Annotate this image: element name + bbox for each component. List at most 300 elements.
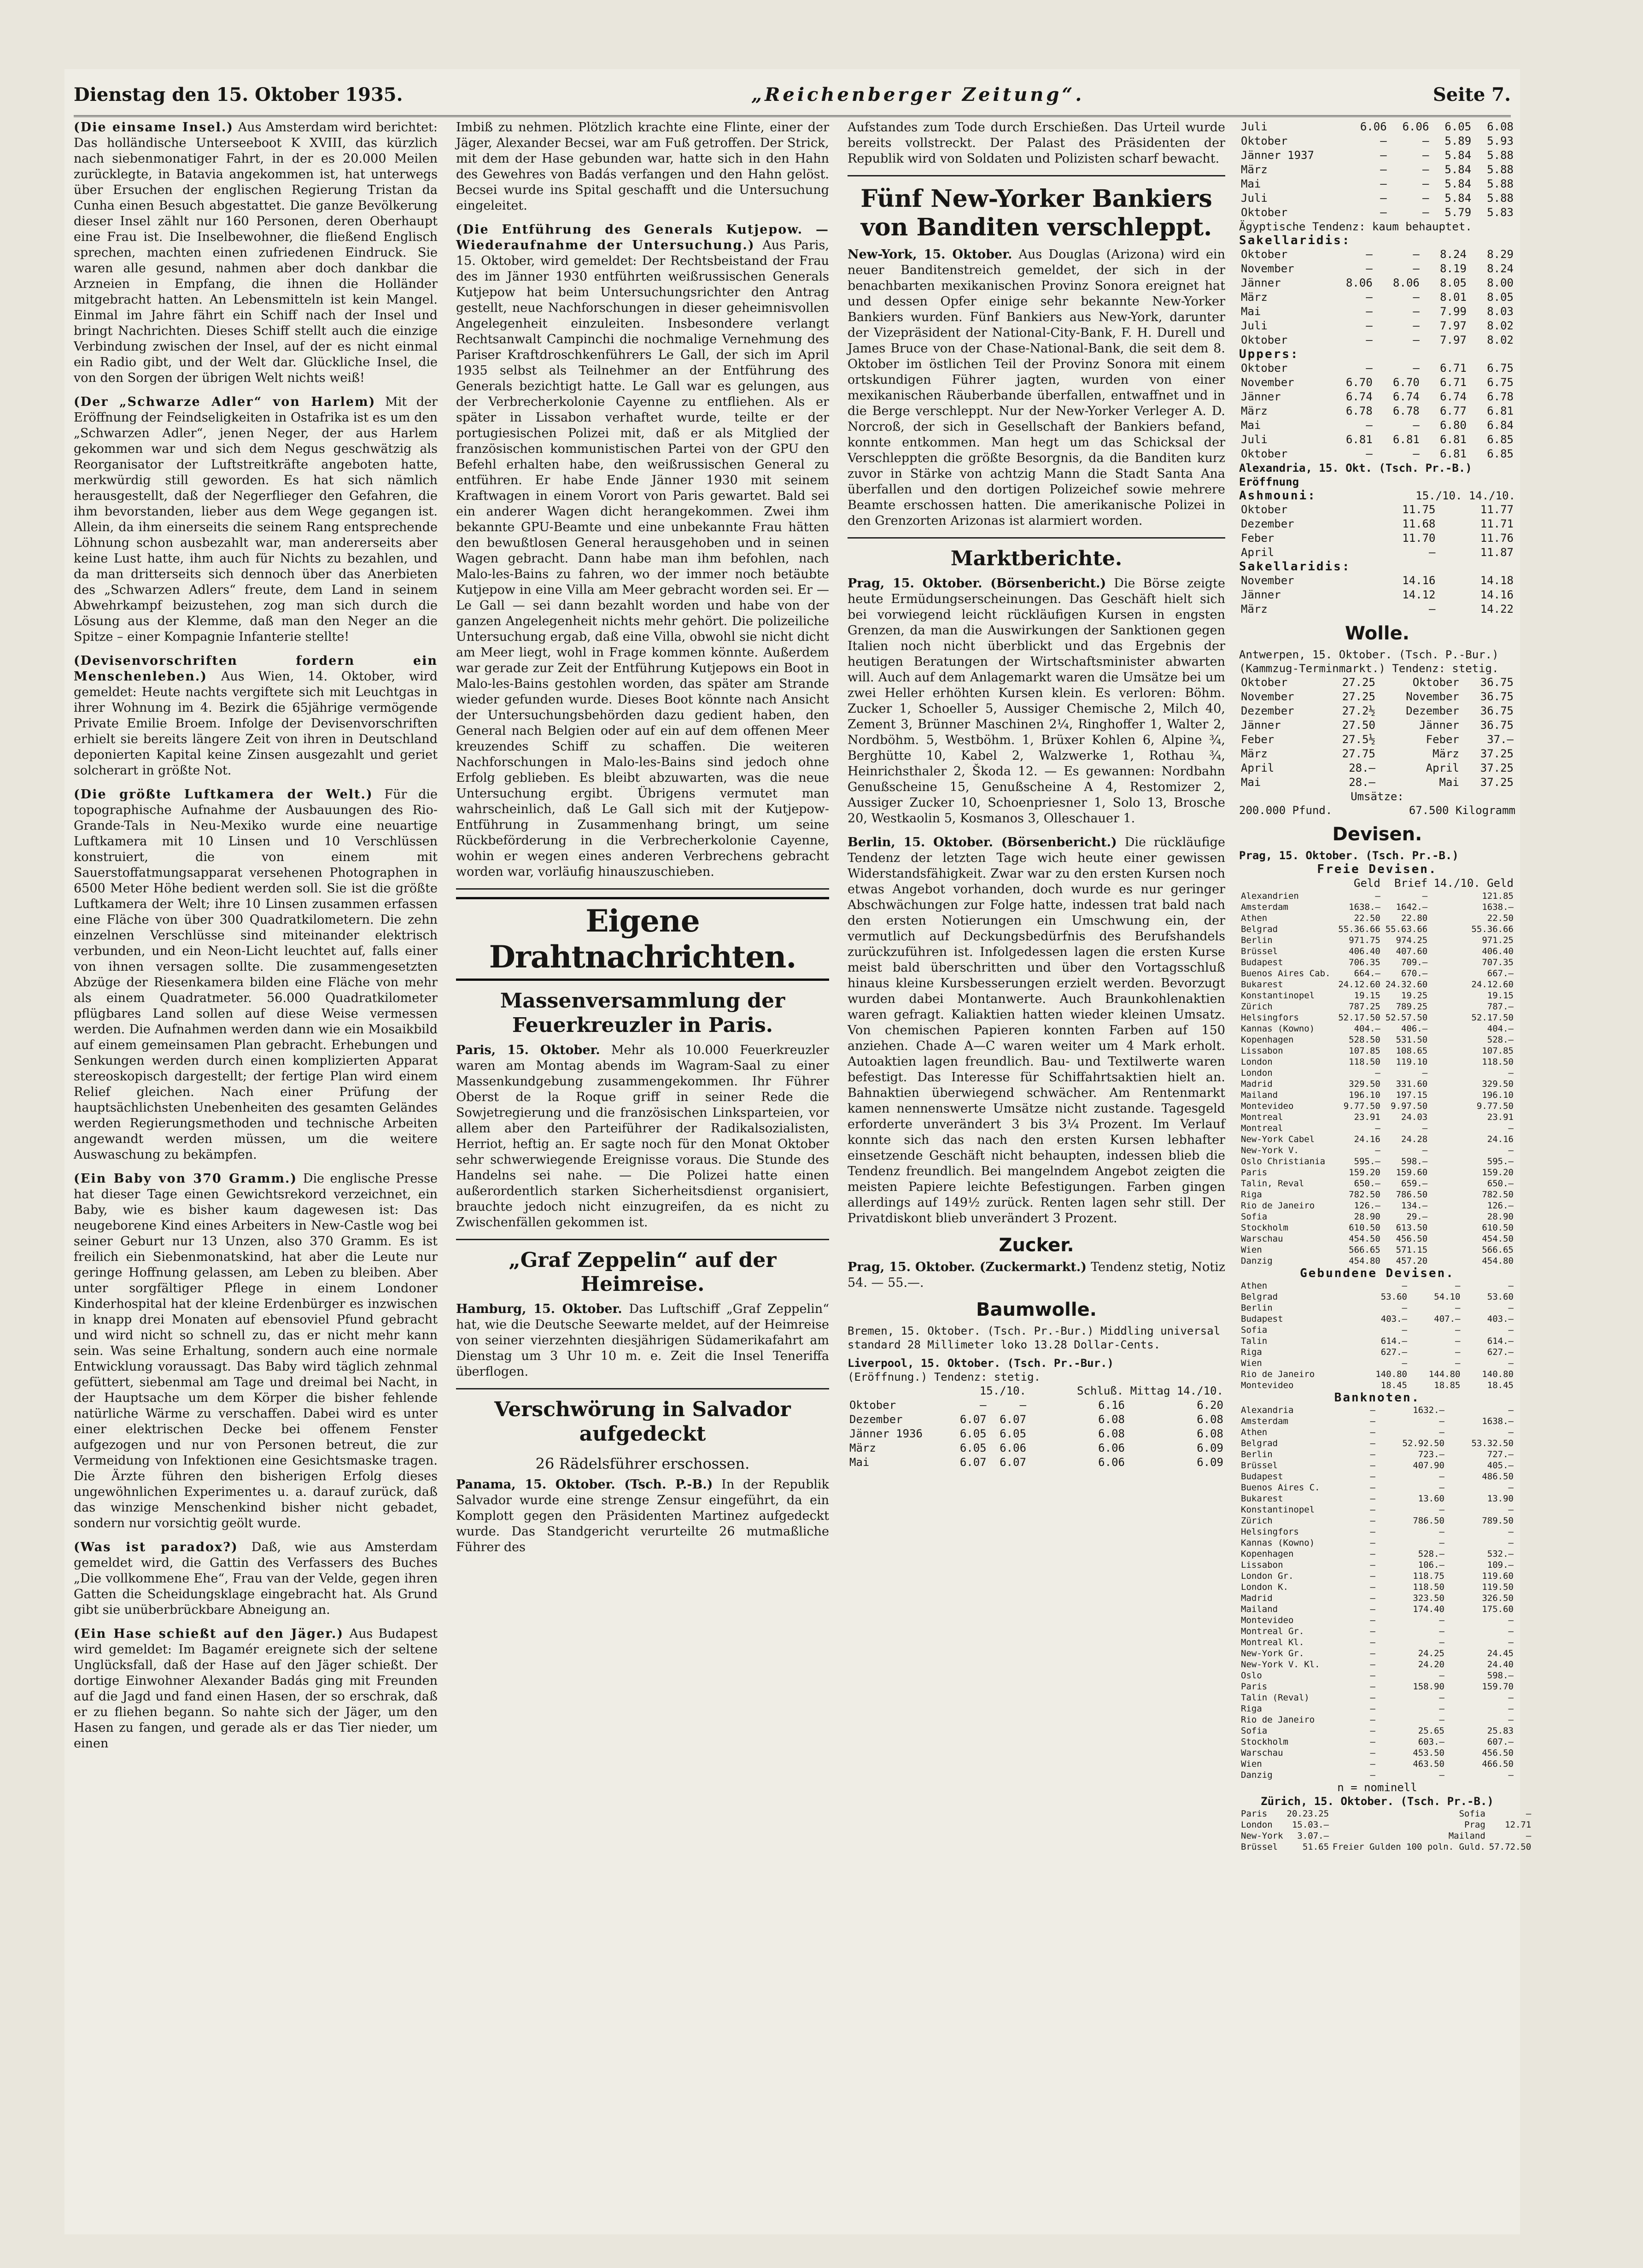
table-cell: —: [1439, 1471, 1444, 1482]
table-cell: März: [1241, 163, 1268, 176]
table-cell: Wien: [1241, 1358, 1262, 1368]
table-cell: Kopenhagen: [1241, 1549, 1294, 1559]
table-cell: 9.97.50: [1391, 1101, 1428, 1111]
table-cell: 8.19: [1440, 262, 1467, 275]
ashmouni-table: [1239, 503, 1515, 560]
table-row: [1239, 1233, 1515, 1244]
table-cell: 667.—: [1487, 968, 1514, 979]
table-cell: New-York V.: [1241, 1145, 1299, 1155]
table-cell: Brüssel: [1241, 1842, 1278, 1852]
table-row: [1239, 503, 1515, 517]
table-cell: Oslo: [1241, 1670, 1262, 1681]
table-row: [1239, 747, 1515, 761]
table-cell: Mai: [1241, 305, 1261, 318]
table-cell: —: [1422, 1145, 1428, 1155]
table-cell: Budapest: [1241, 1314, 1283, 1324]
table-cell: 6.06: [1360, 120, 1387, 133]
table-cell: —: [1375, 1123, 1380, 1133]
table-cell: Jänner: [1241, 719, 1281, 732]
table-cell: —: [1439, 1704, 1444, 1714]
table-row: [1239, 1515, 1515, 1526]
table-cell: Zürich: [1241, 1516, 1273, 1526]
table-row: [848, 1412, 1225, 1427]
table-cell: 6.84: [1487, 419, 1514, 432]
table-cell: März: [1241, 603, 1268, 615]
table-cell: 5.88: [1487, 192, 1514, 205]
header-date: Dienstag den 15. Oktober 1935.: [74, 83, 403, 105]
table-cell: 121.85: [1482, 891, 1514, 901]
table-cell: 6.75: [1487, 362, 1514, 375]
table-cell: 6.74: [1440, 390, 1467, 403]
table-row: [1239, 1156, 1515, 1167]
table-cell: —: [1370, 1460, 1375, 1471]
table-cell: 118.50: [1349, 1057, 1380, 1067]
table-cell: —: [1508, 1715, 1514, 1725]
table-row: [1239, 545, 1515, 560]
table-cell: —: [1366, 362, 1373, 375]
table-row: [1239, 946, 1515, 957]
table-cell: Dezember: [1241, 704, 1294, 717]
table-cell: Oktober: [1241, 334, 1288, 346]
table-cell: —: [1413, 334, 1420, 346]
table-cell: —: [1508, 1405, 1514, 1415]
table-cell: —: [1413, 262, 1420, 275]
sakellaridis-heading: Sakellaridis:: [1239, 234, 1351, 247]
table-cell: Mai: [1241, 776, 1261, 789]
table-cell: 6.05: [959, 1427, 987, 1440]
table-cell: —: [1455, 1347, 1461, 1357]
table-cell: 463.50: [1413, 1759, 1444, 1769]
table-cell: 23.91: [1487, 1112, 1514, 1122]
table-row: [848, 1427, 1225, 1441]
table-cell: —: [1455, 1336, 1461, 1346]
table-cell: Warschau: [1241, 1748, 1283, 1758]
table-cell: 19.25: [1401, 990, 1428, 1001]
table-cell: Montevideo: [1241, 1101, 1294, 1111]
table-row: [1239, 205, 1515, 220]
table-cell: 5.84: [1444, 177, 1472, 190]
table-cell: 531.50: [1396, 1035, 1428, 1045]
table-row: [1239, 1548, 1515, 1559]
table-row: [1239, 1380, 1515, 1391]
table-row: [1239, 990, 1515, 1001]
bound-devisen-table: [1239, 1280, 1515, 1391]
table-cell: 118.50: [1482, 1057, 1514, 1067]
table-row: [1239, 775, 1515, 790]
table-cell: 6.71: [1440, 362, 1467, 375]
table-cell: 787.25: [1349, 1002, 1380, 1012]
cotton-rows: [848, 1398, 1225, 1470]
table-cell: 6.05: [1444, 120, 1472, 133]
table-cell: 456.50: [1482, 1748, 1514, 1758]
table-cell: New-York Cabel: [1241, 1134, 1315, 1144]
table-cell: 5.89: [1444, 135, 1472, 147]
table-cell: 27.50: [1342, 719, 1375, 732]
table-row: [1239, 1648, 1515, 1659]
table-cell: Madrid: [1241, 1593, 1273, 1603]
table-cell: 28.—: [1349, 762, 1375, 774]
table-row: [1239, 1167, 1515, 1178]
table-row: [1239, 1313, 1515, 1324]
table-cell: 486.50: [1482, 1471, 1514, 1482]
table-cell: Danzig: [1241, 1770, 1273, 1780]
table-cell: 8.00: [1487, 276, 1514, 289]
table-cell: 607.—: [1487, 1737, 1514, 1747]
table-row: [1239, 718, 1515, 733]
table-cell: 5.84: [1444, 163, 1472, 176]
table-cell: —: [1402, 1358, 1407, 1368]
table-row: [1239, 602, 1515, 616]
table-cell: —: [1370, 1449, 1375, 1459]
table-cell: 18.45: [1380, 1380, 1407, 1390]
table-cell: Sofia: [1241, 1726, 1268, 1736]
table-cell: 28.90: [1354, 1212, 1380, 1222]
table-cell: 6.09: [1197, 1455, 1223, 1469]
table-cell: —: [1455, 1325, 1461, 1335]
cotton-liverpool-sub: (Eröffnung.) Tendenz: stetig.: [848, 1370, 1041, 1383]
sakellaridis-table: [1239, 247, 1515, 347]
table-cell: 650.—: [1354, 1178, 1380, 1189]
table-cell: 789.50: [1482, 1516, 1514, 1526]
table-cell: Lissabon: [1241, 1560, 1283, 1570]
article: New-York, 15. Oktober. Aus Douglas (Arizona) wird ein neuer Banditenstreich gemeldet, der sich in der benachbarten mexikanischen Provinz Sonora ereignet hat und dessen Opfer einige sehr bekannte New-Yorker Bankiers wurden. Fünf Bankiers aus New-York, darunter der Vizepräsident der National-City-Bank, F. H. Durell und James Bruce von der Chase-National-Bank, die seit dem 8. Oktober im östlichen Teil der Provinz Sonora mit einem ortskundigen Führer jagten, wurden von einer mexikanischen Räuberbande überfallen, entwaffnet und in die Berge verschleppt. Nur der New-Yorker Verleger A. D. Norcroß, der sich in Gesellschaft der Bankiers befand, konnte entkommen. Man hegt um das Schicksal der Verschleppten die größte Besorgnis, da die Banditen kurz zuvor in Stärke von achtzig Mann die Stadt Santa Ana überfallen und den dortigen Polizeichef sowie mehrere Beamte erschossen hatten. Die amerikanische Polizei in den Grenzorten Arizonas ist alarmiert worden.: [848, 247, 1225, 528]
table-row: [1239, 375, 1515, 390]
table-cell: Oktober: [849, 1398, 896, 1412]
table-cell: —: [1370, 1637, 1375, 1647]
table-cell: 532.—: [1487, 1549, 1514, 1559]
table-cell: 53.32.50: [1471, 1438, 1514, 1448]
table-cell: 406.40: [1482, 946, 1514, 956]
table-cell: 1638.—: [1349, 902, 1380, 912]
table-cell: —: [1439, 1670, 1444, 1681]
table-cell: 659.—: [1401, 1178, 1428, 1189]
table-row: [1239, 1255, 1515, 1266]
egypt-tendency: Ägyptische Tendenz: kaum behauptet.: [1239, 220, 1472, 233]
table-cell: —: [1429, 546, 1436, 559]
banknotes-table: [1239, 1405, 1515, 1781]
table-cell: 36.75: [1480, 676, 1514, 689]
table-cell: 598.—: [1487, 1670, 1514, 1681]
table-cell: 627.—: [1487, 1347, 1514, 1357]
table-cell: 6.06: [1402, 120, 1429, 133]
table-cell: Alexandrien: [1241, 891, 1299, 901]
table-row: [1239, 1358, 1515, 1369]
table-cell: —: [1370, 1471, 1375, 1482]
table-cell: —: [1380, 177, 1387, 190]
table-cell: Danzig: [1241, 1256, 1273, 1266]
table-row: [1239, 1593, 1515, 1604]
table-cell: 24.20: [1418, 1659, 1444, 1670]
table-cell: 6.08: [1487, 120, 1514, 133]
zurich-head: Zürich, 15. Oktober. (Tsch. Pr.-B.): [1261, 1795, 1494, 1808]
table-cell: 8.06: [1345, 276, 1373, 289]
table-cell: 55.63.66: [1385, 924, 1428, 934]
ashmouni-heading: Ashmouni:: [1239, 489, 1316, 503]
table-cell: 614.—: [1487, 1336, 1514, 1346]
table-cell: Jänner 1936: [849, 1427, 923, 1440]
table-cell: Riga: [1241, 1190, 1262, 1200]
table-row: [1239, 891, 1515, 902]
table-cell: Juli: [1241, 120, 1268, 133]
table-cell: 27.5½: [1342, 733, 1375, 746]
headline: Verschwörung in Salvador aufgedeckt: [494, 1398, 791, 1446]
table-row: [1239, 1416, 1515, 1427]
wool-turnover-label: Umsätze:: [1351, 790, 1404, 803]
article: Hamburg, 15. Oktober. Das Luftschiff „Graf Zeppelin“ hat, wie die Deutsche Seewarte meldet, auf der Heimreise von seiner vierzehnten diesjährigen Südamerikafahrt am Dienstag um 3 Uhr 10 m. e. Zeit die Insel Teneriffa überflogen.: [456, 1302, 829, 1379]
table-cell: Talin, Reval: [1241, 1178, 1304, 1189]
table-cell: Belgrad: [1241, 924, 1278, 934]
table-row: [1239, 361, 1515, 375]
table-cell: 6.08: [1098, 1427, 1125, 1440]
table-cell: 8.05: [1487, 291, 1514, 304]
table-cell: —: [1422, 1123, 1428, 1133]
table-cell: 406.—: [1401, 1024, 1428, 1034]
table-cell: 566.65: [1482, 1245, 1514, 1255]
table-cell: 782.50: [1482, 1190, 1514, 1200]
table-cell: 6.07: [1000, 1455, 1027, 1469]
market-report: Prag, 15. Oktober. (Börsenbericht.) Die Börse zeigte heute Ermüdungserscheinungen. Das Geschäft hielt sich bei vorwiegend leicht rückläufigen Kursen in engsten Grenzen, da man die Auswirkungen der Sanktionen gegen Italien noch nicht überblickt und das Ergebnis der heutigen Beratungen der Wirtschaftsminister abwarten will. Auch auf dem Anlagemarkt waren die Umsätze bei um zwei Heller erhöhten Kursen klein. Es verloren: Böhm. Zucker 1, Schoeller 5, Aussiger Chemische 2, Milch 40, Zement 3, Brünner Maschinen 2¼, Ringhoffer 1, Walter 2, Nordböhm. 5, Westböhm. 1, Brüxer Kohlen 6, Alpine ¾, Berghütte 10, Kabel 2, Walzwerke 1, Rothau ¾, Heinrichsthaler 2, Škoda 12. — Es gewannen: Nordbahn Genußscheine 15, Genußscheine A 4, Restomizer 2, Aussiger Zucker 10, Schoenpriesner 1, Solo 13, Brosche 20, Westkaolin 5, Kosmanos 3, Olleschauer 1.: [848, 576, 1226, 826]
table-cell: Berlin: [1241, 1449, 1273, 1459]
table-row: [1239, 163, 1515, 177]
table-cell: 6.75: [1487, 376, 1514, 389]
table-cell: 786.50: [1413, 1516, 1444, 1526]
table-row: [1239, 588, 1515, 602]
table-row: [1239, 1571, 1515, 1582]
table-cell: Berlin: [1241, 935, 1273, 945]
table-cell: Feber: [1241, 733, 1275, 746]
table-cell: 36.75: [1480, 690, 1514, 703]
table-cell: 8.05: [1440, 276, 1467, 289]
table-cell: November: [1406, 690, 1459, 703]
table-cell: 52.17.50: [1338, 1013, 1380, 1023]
table-cell: 331.60: [1396, 1079, 1428, 1089]
table-row: [1239, 177, 1515, 191]
table-cell: Jänner: [1419, 719, 1459, 732]
table-cell: 1638.—: [1482, 1416, 1514, 1426]
table-row: [1239, 517, 1515, 531]
table-cell: 24.25: [1418, 1648, 1444, 1659]
table-row: [1239, 1244, 1515, 1255]
table-cell: London: [1241, 1068, 1273, 1078]
table-row: [1239, 1280, 1515, 1291]
article: (Devisenvorschriften fordern ein Menschenleben.) Aus Wien, 14. Oktober, wird gemeldet: Heute nachts vergiftete sich mit Leuchtgas in ihrer Wohnung im 4. Bezirk die 65jährige vermögende Private Emilie Broem. Infolge der Devisenvorschriften erhielt sie bereits längere Zeit von ihren in Deutschland deponierten Kapital keine Zinsen ausgezahlt und geriet solcherart in größte Not.: [74, 654, 438, 778]
table-row: [1239, 433, 1515, 447]
table-cell: 11.75: [1402, 503, 1436, 516]
table-cell: 8.03: [1487, 305, 1514, 318]
table-cell: 326.50: [1482, 1593, 1514, 1603]
table-cell: 329.50: [1349, 1079, 1380, 1089]
table-cell: Athen: [1241, 1427, 1268, 1437]
table-cell: —: [1508, 1770, 1514, 1780]
headline: Fünf New-Yorker Bankiers von Banditen verschleppt.: [860, 185, 1212, 242]
table-cell: 407.90: [1413, 1460, 1444, 1471]
table-cell: 6.78: [1487, 390, 1514, 403]
table-cell: 140.80: [1482, 1369, 1514, 1379]
table-cell: Montreal: [1241, 1112, 1283, 1122]
table-cell: 1642.—: [1396, 902, 1428, 912]
table-cell: —: [1508, 1615, 1514, 1625]
table-row: [1239, 1023, 1515, 1034]
table-cell: —: [1402, 1325, 1407, 1335]
table-cell: 454.80: [1349, 1256, 1380, 1266]
table-cell: Helsingfors: [1241, 1013, 1299, 1023]
table-cell: November: [1241, 262, 1294, 275]
table-cell: 8.29: [1487, 248, 1514, 261]
table-cell: 6.70: [1345, 376, 1373, 389]
table-cell: Mailand: [1241, 1604, 1278, 1614]
table-cell: Oktober: [1241, 206, 1288, 219]
table-cell: Paris: [1241, 1809, 1268, 1819]
table-cell: 6.05: [959, 1441, 987, 1454]
table-row: [1239, 1670, 1515, 1681]
table-cell: —: [1380, 135, 1387, 147]
table-cell: 406.40: [1349, 946, 1380, 956]
table-cell: Prag: [1464, 1820, 1485, 1830]
table-row: [1239, 1604, 1515, 1615]
table-cell: —: [1366, 262, 1373, 275]
table-cell: —: [1508, 1637, 1514, 1647]
table-cell: —: [1370, 1604, 1375, 1614]
table-cell: —: [1370, 1770, 1375, 1780]
table-row: [1239, 1078, 1515, 1090]
column-4: [1239, 120, 1532, 2221]
table-cell: 6.07: [959, 1412, 987, 1426]
table-cell: —: [1455, 1358, 1461, 1368]
table-row: [1239, 1692, 1515, 1703]
table-row: [1239, 902, 1515, 913]
table-row: [1239, 979, 1515, 990]
table-cell: 24.12.60: [1338, 979, 1380, 990]
table-row: [1239, 1482, 1515, 1493]
cotton-continuation-table: [1239, 120, 1515, 220]
table-row: [1239, 1841, 1533, 1852]
table-header-row: Geld Brief 14./10. Geld: [1354, 877, 1514, 890]
table-cell: 14.12: [1402, 588, 1436, 601]
table-cell: 27.2½: [1342, 704, 1375, 717]
table-cell: 404.—: [1354, 1024, 1380, 1034]
table-cell: 454.50: [1349, 1234, 1380, 1244]
table-cell: 52.57.50: [1385, 1013, 1428, 1023]
table-cell: —: [1380, 163, 1387, 176]
table-cell: 119.10: [1396, 1057, 1428, 1067]
table-cell: Jänner: [1241, 588, 1281, 601]
table-cell: Jänner: [1241, 390, 1281, 403]
table-cell: 6.08: [1197, 1412, 1223, 1426]
table-row: [1239, 305, 1515, 319]
table-row: [1239, 1537, 1515, 1548]
table-cell: 11.71: [1480, 517, 1514, 530]
table-cell: 54.10: [1434, 1292, 1461, 1302]
table-cell: —: [1370, 1494, 1375, 1504]
article: (Ein Baby von 370 Gramm.) Die englische Presse hat dieser Tage einen Gewichtsrekord verzeichnet, ein Baby, wie es bisher kaum dagewesen ist: Das neugeborene Kind eines Arbeiters in New-Castle wog bei seiner Geburt nur 13 Unzen, also 370 Gramm. Es ist freilich ein Siebenmonatskind, hat aber die Leute nur geringe Hoffnung gelassen, am Leben zu bleiben. Aber unter sorgfältiger Pflege in einem Londoner Kinderhospital hat der kleine Erdenbürger es inzwischen in knapp drei Monaten auf ebensoviel Pfund gebracht und wird nicht so schnell zu, das er nicht mehr kann sein. Was seine Erhaltung, sondern auch eine normale Entwicklung voraussagt. Das Baby wird täglich zehnmal gefüttert, siebenmal am Tage und dreimal bei Nacht, in der Hauptsache um dem Körper die bisher fehlende natürliche Wärme zu verschaffen. Dabei wird es unter einer elektrischen Decke bei offenem Fenster aufgezogen und nur von Personen betreut, die zur Vermeidung von Infektionen eine Gesichtsmaske tragen. Die Ärzte führen den bisherigen Erfolg dieses ungewöhnlichen Experimentes u. a. darauf zurück, daß das winzige Menschenkind bisher nicht gebadet, sondern nur vorsichtig geölt wurde.: [74, 1172, 438, 1530]
section-heading: Baumwolle.: [976, 1299, 1097, 1320]
table-cell: 22.50: [1487, 913, 1514, 923]
table-cell: 528.50: [1349, 1035, 1380, 1045]
table-cell: Kopenhagen: [1241, 1035, 1294, 1045]
table-cell: 598.—: [1401, 1156, 1428, 1166]
table-row: [1239, 1034, 1515, 1045]
section-heading: Marktberichte.: [950, 546, 1123, 570]
table-cell: Sofia: [1241, 1212, 1268, 1222]
footnote: n = nominell: [1337, 1781, 1417, 1794]
table-cell: —: [1422, 192, 1429, 205]
table-cell: 6.09: [1197, 1441, 1223, 1454]
devisen-heading: Devisen.: [1332, 824, 1422, 845]
table-cell: —: [1370, 1704, 1375, 1714]
table-row: [1239, 574, 1515, 588]
table-cell: —: [1508, 1325, 1514, 1335]
table-cell: 14.16: [1402, 574, 1436, 587]
table-cell: 29.—: [1406, 1212, 1428, 1222]
table-cell: —: [1422, 149, 1429, 162]
table-cell: —: [1508, 1303, 1514, 1313]
column-2: [456, 120, 829, 2221]
table-cell: 456.50: [1396, 1234, 1428, 1244]
table-row: [1239, 290, 1515, 305]
table-cell: 18.45: [1487, 1380, 1514, 1390]
table-row: [1239, 1471, 1515, 1482]
table-cell: 14.18: [1480, 574, 1514, 587]
table-cell: 323.50: [1413, 1593, 1444, 1603]
header-page-number: Seite 7.: [1433, 83, 1511, 105]
table-cell: Oktober: [1241, 447, 1288, 460]
table-cell: 119.60: [1482, 1571, 1514, 1581]
table-cell: 51.65: [1302, 1842, 1329, 1852]
table-cell: —: [1375, 891, 1380, 901]
table-cell: 11.77: [1480, 503, 1514, 516]
table-cell: 405.—: [1487, 1460, 1514, 1471]
table-cell: 27.25: [1342, 676, 1375, 689]
table-row: [1239, 1526, 1515, 1537]
table-cell: —: [1422, 206, 1429, 219]
table-cell: 25.83: [1487, 1726, 1514, 1736]
table-cell: 6.07: [959, 1455, 987, 1469]
article: (Der „Schwarze Adler“ von Harlem) Mit der Eröffnung der Feindseligkeiten in Ostafrika ist es um den „Schwarzen Adler“, jenen Neger, der aus Harlem gekommen war und sich dem Negus geschwätzig als Reorganisator der Luftstreitkräfte angeboten hatte, merkwürdig still geworden. Es hat sich nämlich herausgestellt, daß der Negerflieger den Gefahren, die ihm bevorstanden, lieber aus dem Wege gegangen ist. Allein, da ihm einerseits die seinem Rang entsprechende Löhnung schon ausbezahlt war, man andererseits aber keine Lust hatte, ihm auch für Nichts zu bezahlen, und da man dritterseits sich dennoch über das Anerbieten des „Schwarzen Adlers“ freute, dem Land in seinem Abwehrkampf beizustehen, zog man sich durch die Lösung aus der Klemme, daß man den Neger an die Spitze – einer Kompagnie Infanterie stellte!: [74, 395, 438, 644]
divider: [456, 1388, 829, 1389]
table-cell: 8.24: [1487, 262, 1514, 275]
table-cell: Buenos Aires Cab.: [1241, 968, 1331, 979]
table-cell: Helsingfors: [1241, 1527, 1299, 1537]
table-cell: Feber: [1241, 532, 1275, 545]
table-cell: —: [1439, 1715, 1444, 1725]
table-cell: —: [1370, 1670, 1375, 1681]
table-cell: 107.85: [1482, 1046, 1514, 1056]
bound-devisen-heading: Gebundene Devisen.: [1300, 1266, 1455, 1280]
devisen-head: Prag, 15. Oktober. (Tsch. Pr.-B.): [1239, 849, 1459, 862]
table-cell: 610.50: [1349, 1223, 1380, 1233]
table-cell: 20.23.25: [1286, 1809, 1329, 1819]
table-row: [1239, 1449, 1515, 1460]
table-cell: London K.: [1241, 1582, 1288, 1592]
table-row: [1239, 531, 1515, 545]
table-cell: 6.06: [1098, 1455, 1125, 1469]
table-cell: Bukarest: [1241, 1494, 1283, 1504]
table-cell: 5.83: [1487, 206, 1514, 219]
table-cell: 11.76: [1480, 532, 1514, 545]
table-cell: —: [1370, 1737, 1375, 1747]
table-cell: Mailand: [1448, 1831, 1485, 1841]
table-cell: —: [1370, 1505, 1375, 1515]
table-cell: 11.87: [1480, 546, 1514, 559]
table-cell: April: [1426, 762, 1459, 774]
column-1: [74, 120, 438, 2221]
table-cell: —: [1375, 1068, 1380, 1078]
headline: Massenversammlung der Feuerkreuzler in Paris.: [500, 989, 785, 1037]
table-cell: Amsterdam: [1241, 902, 1288, 912]
table-cell: 52.92.50: [1402, 1438, 1444, 1448]
table-cell: New-York Gr.: [1241, 1648, 1304, 1659]
divider: [456, 888, 829, 890]
